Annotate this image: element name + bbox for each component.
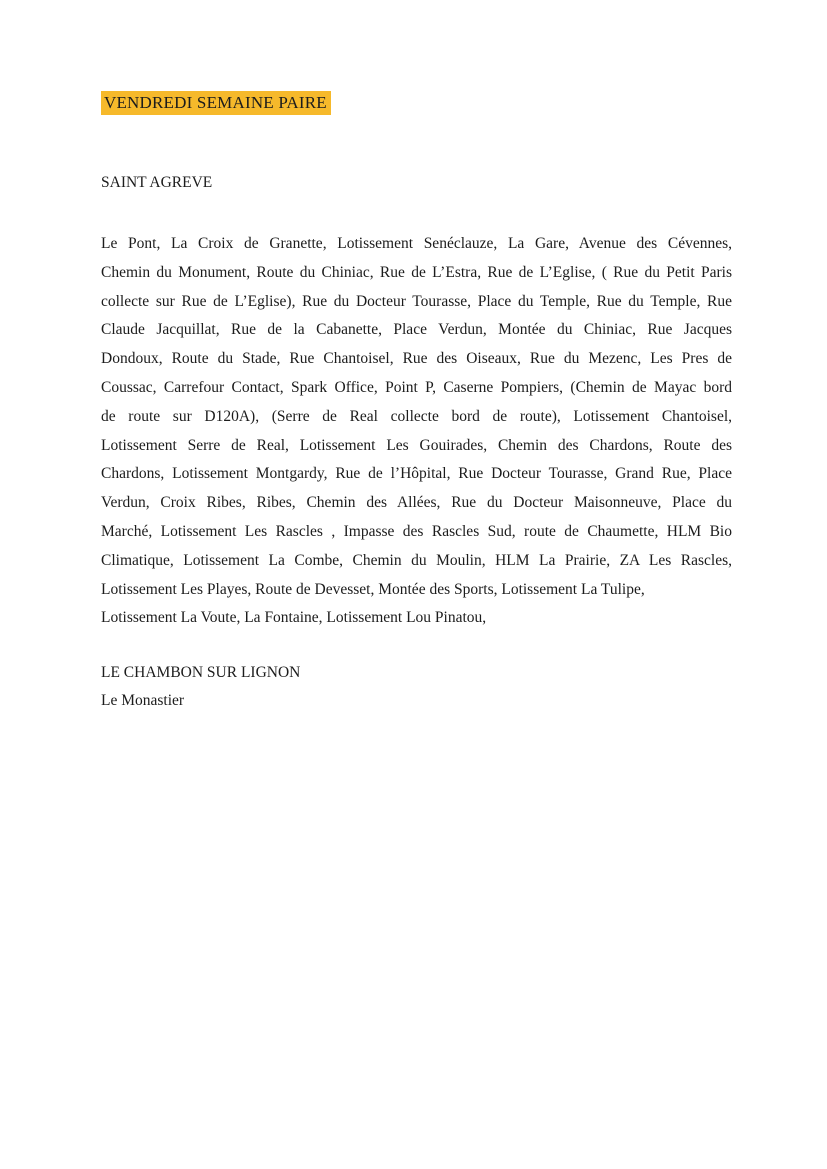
paragraph-line: Lotissement La Voute, La Fontaine, Lotissement Lou Pinatou, (101, 609, 487, 627)
paragraph-line: Verdun, Croix Ribes, Ribes, Chemin des Allées, Rue du Docteur Maisonneuve, Place du (101, 494, 732, 512)
paragraph-line: Lotissement Serre de Real, Lotissement Les Gouirades, Chemin des Chardons, Route des (101, 436, 732, 454)
paragraph-line: Claude Jacquillat, Rue de la Cabanette, Place Verdun, Montée du Chiniac, Rue Jacques (101, 321, 732, 339)
document-title: VENDREDI SEMAINE PAIRE (101, 91, 331, 115)
street-list-paragraph (101, 230, 732, 633)
paragraph-line: Coussac, Carrefour Contact, Spark Office, Point P, Caserne Pompiers, (Chemin de Mayac bord (101, 378, 732, 396)
section-heading-saint-agreve: SAINT AGREVE (101, 174, 213, 191)
paragraph-line: Marché, Lotissement Les Rascles , Impasse des Rascles Sud, route de Chaumette, HLM Bio (101, 522, 732, 540)
paragraph-line: collecte sur Rue de L’Eglise), Rue du Docteur Tourasse, Place du Temple, Rue du Temple, Rue (101, 292, 732, 310)
list-item: Le Monastier (101, 692, 185, 709)
paragraph-line: Chemin du Monument, Route du Chiniac, Rue de L’Estra, Rue de L’Eglise, ( Rue du Petit Paris (101, 263, 732, 281)
paragraph-line: Climatique, Lotissement La Combe, Chemin du Moulin, HLM La Prairie, ZA Les Rascles, (101, 551, 732, 569)
paragraph-line: Le Pont, La Croix de Granette, Lotissement Senéclauze, La Gare, Avenue des Cévennes, (101, 235, 732, 252)
paragraph-line: de route sur D120A), (Serre de Real collecte bord de route), Lotissement Chantoisel, (101, 407, 732, 425)
paragraph-line: Lotissement Les Playes, Route de Devesset, Montée des Sports, Lotissement La Tulipe, (101, 580, 645, 598)
paragraph-line: Chardons, Lotissement Montgardy, Rue de l’Hôpital, Rue Docteur Tourasse, Grand Rue, Place (101, 465, 732, 483)
paragraph-line: Dondoux, Route du Stade, Rue Chantoisel, Rue des Oiseaux, Rue du Mezenc, Les Pres de (101, 350, 732, 368)
section-heading-le-chambon-sur-lignon: LE CHAMBON SUR LIGNON (101, 664, 301, 681)
